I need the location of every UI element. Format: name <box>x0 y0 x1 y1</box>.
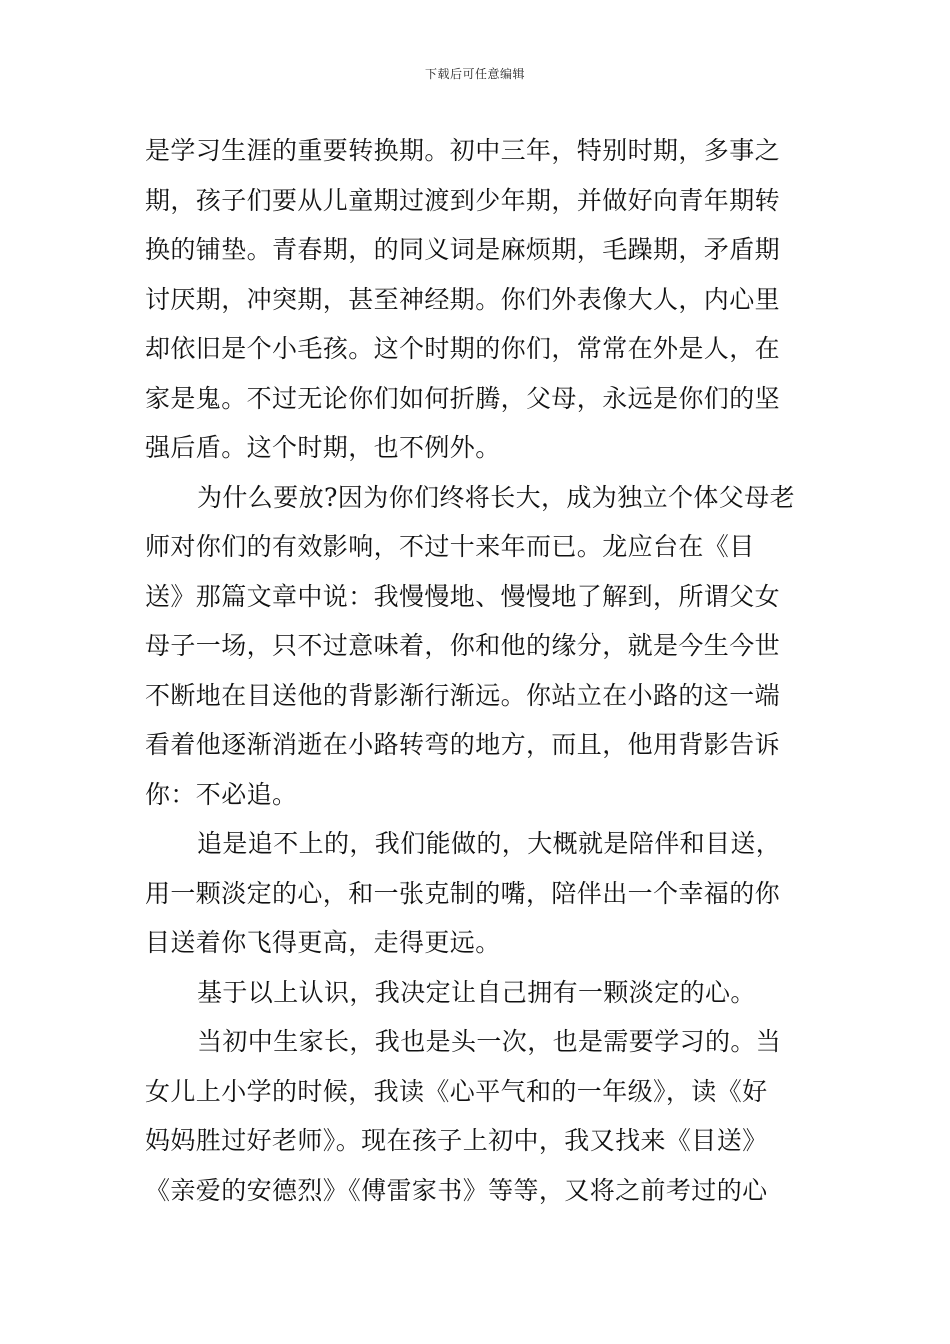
page-header: 下载后可任意编辑 <box>424 67 525 81</box>
text-line: 换的铺垫。青春期，的同义词是麻烦期，毛躁期，矛盾期 <box>145 235 781 264</box>
text-line: 母子一场，只不过意味着，你和他的缘分，就是今生今世 <box>145 631 781 660</box>
text-line: 送》那篇文章中说：我慢慢地、慢慢地了解到，所谓父女 <box>145 581 781 611</box>
text-line: 却依旧是个小毛孩。这个时期的你们，常常在外是人，在 <box>145 334 781 363</box>
text-line: 为什么要放?因为你们终将长大，成为独立个体父母老 <box>197 482 796 512</box>
text-line: 基于以上认识，我决定让自己拥有一颗淡定的心。 <box>197 977 756 1007</box>
text-line: 看着他逐渐消逝在小路转弯的地方，而且，他用背影告诉 <box>145 730 781 759</box>
text-line: 不断地在目送他的背影渐行渐远。你站立在小路的这一端 <box>145 680 781 710</box>
text-line: 目送着你飞得更高，走得更远。 <box>145 928 501 957</box>
text-line: 当初中生家长，我也是头一次，也是需要学习的。当 <box>197 1027 782 1056</box>
text-line: 家是鬼。不过无论你们如何折腾，父母，永远是你们的坚 <box>145 383 781 413</box>
text-line: 是学习生涯的重要转换期。初中三年，特别时期，多事之 <box>145 136 781 165</box>
text-line: 追是追不上的，我们能做的，大概就是陪伴和目送， <box>197 829 782 858</box>
text-line: 师对你们的有效影响，不过十来年而已。龙应台在《目 <box>145 532 755 561</box>
text-line: 强后盾。这个时期，也不例外。 <box>145 433 501 462</box>
document-body <box>145 126 807 1215</box>
text-line: 用一颗淡定的心，和一张克制的嘴，陪伴出一个幸福的你 <box>145 878 781 908</box>
text-line: 你：不必追。 <box>145 779 298 809</box>
text-line: 妈妈胜过好老师》。现在孩子上初中，我又找来《目送》 <box>145 1126 768 1155</box>
text-line: 《亲爱的安德烈》《傅雷家书》等等，又将之前考过的心 <box>145 1175 768 1205</box>
text-line: 期，孩子们要从儿童期过渡到少年期，并做好向青年期转 <box>145 185 781 215</box>
text-line: 女儿上小学的时候，我读《心平气和的一年级》，读《好 <box>145 1076 768 1106</box>
text-line: 讨厌期，冲突期，甚至神经期。你们外表像大人，内心里 <box>145 284 781 314</box>
